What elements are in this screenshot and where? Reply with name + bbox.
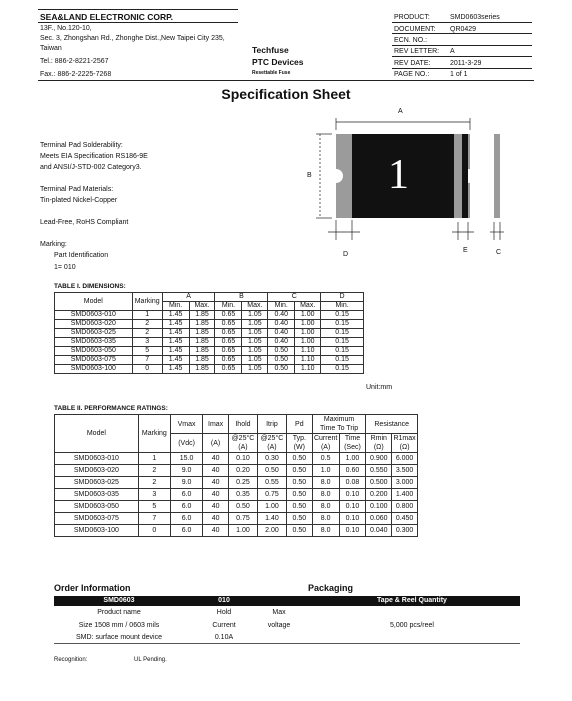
table-cell: 0.50 (268, 365, 295, 374)
table-cell: 0.65 (215, 347, 242, 356)
table-cell: 1.85 (189, 365, 215, 374)
current-label: Current (313, 435, 338, 442)
table-cell: 2.00 (257, 525, 286, 537)
table-cell: 6.0 (170, 513, 202, 525)
packaging-title: Packaging (308, 583, 354, 593)
table-cell: 0.50 (286, 489, 312, 501)
table-cell: 1.85 (189, 320, 215, 329)
table-cell: SMD0603-010 (55, 311, 133, 320)
group-d: D (321, 293, 364, 302)
recognition-value: UL Pending. (134, 657, 167, 663)
table-cell: 0.50 (268, 347, 295, 356)
itrip-temp: @25°C (260, 435, 284, 442)
table-cell: 0.60 (339, 465, 366, 477)
page-title: Specification Sheet (221, 86, 351, 102)
marking-part: Part Identification (54, 252, 109, 259)
max-time-line-2: Time To Trip (319, 425, 359, 432)
time-unit: (Sec) (344, 444, 361, 451)
solderability-label: Terminal Pad Solderability: (40, 142, 123, 149)
table-cell: 8.0 (312, 501, 339, 513)
table-cell: 2 (138, 465, 170, 477)
sub-header: Min. (215, 302, 242, 311)
dim-a-label: A (398, 108, 403, 115)
table-cell: 1.0 (312, 465, 339, 477)
sub-header: Max. (295, 302, 321, 311)
table-cell: 1.05 (242, 329, 268, 338)
current-unit: (A) (320, 444, 331, 451)
table-cell: 3.500 (392, 465, 418, 477)
performance-table (54, 414, 418, 537)
col-r1max (392, 434, 418, 453)
table-row (55, 356, 364, 365)
table-cell: SMD0603-020 (55, 465, 139, 477)
materials-value: Tin-plated Nickel-Copper (40, 197, 118, 204)
table-cell: 0.300 (392, 525, 418, 537)
table-cell: 0.10 (339, 513, 366, 525)
table-cell: 0.40 (268, 311, 295, 320)
table-cell: 1.05 (242, 338, 268, 347)
table-cell: 1.00 (295, 320, 321, 329)
table-cell: 0.65 (215, 365, 242, 374)
table-cell: 1.85 (189, 356, 215, 365)
table-cell: 1.05 (242, 320, 268, 329)
table-cell: 0.35 (228, 489, 257, 501)
table-cell: 0.040 (366, 525, 392, 537)
table-cell: 1.45 (162, 329, 189, 338)
table-cell: 0.550 (366, 465, 392, 477)
compliance: Lead-Free, RoHS Compliant (40, 219, 129, 226)
table-cell: 1.45 (162, 338, 189, 347)
col-pd: Pd (286, 415, 312, 434)
group-c: C (268, 293, 321, 302)
page-no-value: 1 of 1 (450, 71, 468, 78)
table-cell: 5 (138, 501, 170, 513)
unit-a: (A) (203, 434, 229, 453)
table-cell: 6.0 (170, 489, 202, 501)
table-cell: 1.00 (295, 311, 321, 320)
packaging-bottom-rule (304, 643, 520, 644)
table-row (55, 489, 418, 501)
table-cell: SMD0603-100 (55, 365, 133, 374)
order-title: Order Information (54, 583, 131, 593)
table-cell: 1.00 (339, 453, 366, 465)
dim-b-label: B (307, 172, 312, 179)
chip-marking: 1 (388, 152, 409, 198)
rmin-unit: (Ω) (373, 444, 384, 451)
dim-c-label: C (496, 249, 502, 256)
table-cell: 0.65 (215, 311, 242, 320)
sub-header: Min. (321, 302, 364, 311)
table-row (55, 311, 364, 320)
table-cell: SMD0603-025 (55, 477, 139, 489)
dim-e-label: E (463, 247, 468, 254)
table-cell: 0.10 (228, 453, 257, 465)
col-current (312, 434, 339, 453)
table-cell: 0.50 (286, 513, 312, 525)
marking-label: Marking: (40, 241, 67, 248)
table-cell: 40 (203, 453, 229, 465)
col-max-time (312, 415, 366, 434)
table-cell: 0 (132, 365, 162, 374)
table-cell: 0.30 (257, 453, 286, 465)
table-cell: 0.10 (339, 501, 366, 513)
max-time-line-1: Maximum (323, 416, 355, 423)
order-r1-c3: Max (272, 609, 286, 616)
page-no-label: PAGE NO.: (394, 71, 430, 78)
table-cell: 8.0 (312, 489, 339, 501)
sub-header: Max. (189, 302, 215, 311)
table-row (55, 329, 364, 338)
table-cell: 0.15 (321, 329, 364, 338)
unit-pd (286, 434, 312, 453)
header-rule (392, 56, 532, 57)
table-cell: SMD0603-100 (55, 525, 139, 537)
col-marking: Marking (132, 293, 162, 311)
table-cell: 0 (138, 525, 170, 537)
table-cell: 0.900 (366, 453, 392, 465)
chip-drawing (300, 100, 540, 260)
table-cell: 8.0 (312, 477, 339, 489)
fax: Fax.: 886-2-2225-7268 (40, 71, 112, 78)
ecn-label: ECN. NO.: (394, 37, 428, 44)
table-cell: 0.10 (339, 525, 366, 537)
sub-header: Min. (268, 302, 295, 311)
table-row (55, 320, 364, 329)
col-rmin (366, 434, 392, 453)
order-r1-c2: Hold (216, 609, 232, 616)
table1-title: TABLE I. DIMENSIONS: (54, 283, 126, 290)
rev-letter-label: REV LETTER: (394, 48, 440, 55)
table-cell: 0.50 (228, 501, 257, 513)
table-cell: 0.15 (321, 320, 364, 329)
recognition-label: Recognition: (54, 657, 88, 663)
table-cell: 1.05 (242, 347, 268, 356)
document-value: QR0429 (450, 26, 477, 33)
table-cell: SMD0603-025 (55, 329, 133, 338)
table-cell: 2 (132, 329, 162, 338)
packaging-bar: Tape & Reel Quantity (304, 596, 520, 606)
table-cell: 0.55 (257, 477, 286, 489)
header-rule (38, 22, 238, 23)
unit-label: Unit:mm (366, 384, 393, 391)
rev-date-label: REV DATE: (394, 60, 431, 67)
table-cell: 0.800 (392, 501, 418, 513)
table-cell: 0.200 (366, 489, 392, 501)
sub-header: Min. (162, 302, 189, 311)
table-cell: 1.05 (242, 356, 268, 365)
ihold-temp: @25°C (231, 435, 255, 442)
table-cell: 1.45 (162, 347, 189, 356)
col-time (339, 434, 366, 453)
col-ihold: Ihold (228, 415, 257, 434)
table-cell: 0.15 (321, 356, 364, 365)
header-rule (392, 68, 532, 69)
table-cell: 0.15 (321, 311, 364, 320)
table-cell: 1.45 (162, 365, 189, 374)
packaging-value: 5,000 pcs/reel (390, 622, 434, 629)
group-a: A (162, 293, 215, 302)
table-cell: 1.00 (228, 525, 257, 537)
table-cell: 0.20 (228, 465, 257, 477)
unit-itrip (257, 434, 286, 453)
product-label: PRODUCT: (394, 14, 430, 21)
order-r1-c1: Product name (97, 609, 141, 616)
col-marking: Marking (138, 415, 170, 453)
header-rule (38, 80, 534, 81)
table-cell: SMD0603-075 (55, 513, 139, 525)
table-cell: 1.85 (189, 329, 215, 338)
table-cell: 9.0 (170, 465, 202, 477)
table-cell: 0.060 (366, 513, 392, 525)
table-cell: 1 (132, 311, 162, 320)
rev-date-value: 2011-3-29 (450, 60, 482, 67)
table-cell: 0.65 (215, 338, 242, 347)
header-rule (392, 22, 532, 23)
table-cell: 0.50 (257, 465, 286, 477)
order-r2-c2: Current (212, 622, 236, 629)
center-title: Techfuse (252, 45, 289, 55)
time-label: Time (344, 435, 361, 442)
table-cell: 0.40 (268, 320, 295, 329)
table-cell: 40 (203, 477, 229, 489)
table-cell: 1.10 (295, 365, 321, 374)
header-rule (392, 45, 532, 46)
table-cell: 0.40 (268, 338, 295, 347)
center-note: Resettable Fuse (252, 70, 291, 76)
address-line-3: Taiwan (40, 45, 62, 52)
table-cell: 0.75 (257, 489, 286, 501)
col-imax: Imax (203, 415, 229, 434)
table-cell: 40 (203, 489, 229, 501)
table-cell: 8.0 (312, 525, 339, 537)
order-r2-c1: Size 1508 mm / 0603 mils (78, 622, 160, 629)
table-cell: SMD0603-035 (55, 489, 139, 501)
table-cell: 6.000 (392, 453, 418, 465)
table-cell: 1.05 (242, 365, 268, 374)
header-rule (38, 9, 238, 10)
order-r3-c2: 0.10A (214, 634, 234, 641)
r1max-label: R1max (393, 435, 416, 442)
table-cell: 0.50 (286, 465, 312, 477)
col-model: Model (55, 415, 139, 453)
table-row (55, 513, 418, 525)
table-row (55, 525, 418, 537)
table-cell: SMD0603-050 (55, 347, 133, 356)
table-cell: 1.40 (257, 513, 286, 525)
table-cell: 1.45 (162, 320, 189, 329)
table-cell: 0.50 (286, 501, 312, 513)
product-value: SMD0603series (450, 14, 500, 21)
materials-label: Terminal Pad Materials: (40, 186, 114, 193)
table-cell: 0.5 (312, 453, 339, 465)
table-cell: 7 (138, 513, 170, 525)
document-label: DOCUMENT: (394, 26, 436, 33)
order-bar-mid: 010 (218, 597, 230, 604)
table-cell: 6.0 (170, 525, 202, 537)
unit-ihold (228, 434, 257, 453)
table-cell: 1.00 (295, 329, 321, 338)
table-cell: 15.0 (170, 453, 202, 465)
rmin-label: Rmin (370, 435, 387, 442)
center-subtitle: PTC Devices (252, 57, 304, 67)
table-row (55, 465, 418, 477)
table-row (55, 477, 418, 489)
order-r3-c1: SMD: surface mount device (76, 634, 162, 641)
table-cell: SMD0603-020 (55, 320, 133, 329)
table-cell: 40 (203, 513, 229, 525)
table-cell: 0.65 (215, 329, 242, 338)
table-row (55, 338, 364, 347)
order-bar-left: SMD0603 (103, 597, 135, 604)
address-line-1: 13F., No.120-10, (40, 25, 92, 32)
table-cell: 40 (203, 501, 229, 513)
table-cell: SMD0603-035 (55, 338, 133, 347)
marking-example: 1= 010 (54, 264, 76, 271)
table-row (55, 347, 364, 356)
r1max-unit: (Ω) (399, 444, 410, 451)
table-cell: 0.50 (286, 477, 312, 489)
table-cell: 1.00 (295, 338, 321, 347)
table-cell: 0.15 (321, 347, 364, 356)
solderability-line-1: Meets EIA Specification RS186-9E (40, 153, 148, 160)
table-cell: 0.100 (366, 501, 392, 513)
table2-title: TABLE II. PERFORMANCE RATINGS: (54, 405, 168, 412)
table-row (55, 453, 418, 465)
table-cell: 0.10 (339, 489, 366, 501)
table-cell: 1.45 (162, 311, 189, 320)
table-cell: 3 (132, 338, 162, 347)
table-cell: 0.450 (392, 513, 418, 525)
table-cell: 5 (132, 347, 162, 356)
solderability-line-2: and ANSI/J-STD-002 Category3. (40, 164, 142, 171)
itrip-unit: (A) (267, 444, 277, 451)
table-cell: 0.15 (321, 365, 364, 374)
table-cell: 0.75 (228, 513, 257, 525)
table-row (55, 501, 418, 513)
ihold-unit: (A) (238, 444, 248, 451)
company-name: SEA&LAND ELECTRONIC CORP. (40, 12, 174, 22)
table-cell: 0.65 (215, 320, 242, 329)
table-cell: 1.10 (295, 356, 321, 365)
table-cell: 0.65 (215, 356, 242, 365)
table-cell: 7 (132, 356, 162, 365)
table-cell: 40 (203, 465, 229, 477)
table-cell: 0.08 (339, 477, 366, 489)
table-cell: 6.0 (170, 501, 202, 513)
table-cell: 9.0 (170, 477, 202, 489)
table-cell: 3.000 (392, 477, 418, 489)
table-cell: 1.45 (162, 356, 189, 365)
table-cell: 0.25 (228, 477, 257, 489)
sub-header: Max. (242, 302, 268, 311)
table-cell: 2 (138, 477, 170, 489)
table-cell: 0.50 (268, 356, 295, 365)
table-cell: 0.500 (366, 477, 392, 489)
table-cell: 1.10 (295, 347, 321, 356)
table-cell: 1.85 (189, 347, 215, 356)
table-cell: 0.50 (286, 453, 312, 465)
table-row (55, 365, 364, 374)
order-bottom-rule (54, 643, 304, 644)
group-b: B (215, 293, 268, 302)
unit-vdc: (Vdc) (170, 434, 202, 453)
dim-d-label: D (343, 251, 349, 258)
order-r2-c3: voltage (267, 622, 291, 629)
rev-letter-value: A (450, 48, 455, 55)
col-model: Model (55, 293, 133, 311)
table-cell: 40 (203, 525, 229, 537)
header-rule (392, 33, 532, 34)
table-cell: 0.15 (321, 338, 364, 347)
table-cell: 1.05 (242, 311, 268, 320)
address-line-2: Sec. 3, Zhongshan Rd., Zhonghe Dist.,New Taipei City 235, (40, 35, 225, 42)
col-vmax: Vmax (170, 415, 202, 434)
col-resistance: Resistance (366, 415, 418, 434)
dimensions-table (54, 292, 364, 374)
table-cell: SMD0603-050 (55, 501, 139, 513)
col-itrip: Itrip (257, 415, 286, 434)
pd-typ: Typ. (292, 435, 306, 442)
table-cell: SMD0603-075 (55, 356, 133, 365)
table-cell: 1.85 (189, 311, 215, 320)
table-cell: 1 (138, 453, 170, 465)
table-cell: 1.00 (257, 501, 286, 513)
table-cell: 1.400 (392, 489, 418, 501)
order-bar (54, 596, 304, 606)
pd-unit: (W) (293, 444, 305, 451)
table-cell: 3 (138, 489, 170, 501)
table-cell: 1.85 (189, 338, 215, 347)
table-cell: 0.40 (268, 329, 295, 338)
table-cell: 0.50 (286, 525, 312, 537)
table-cell: 8.0 (312, 513, 339, 525)
tel: Tel.: 886-2-8221-2567 (40, 58, 109, 65)
table-cell: SMD0603-010 (55, 453, 139, 465)
table-cell: 2 (132, 320, 162, 329)
